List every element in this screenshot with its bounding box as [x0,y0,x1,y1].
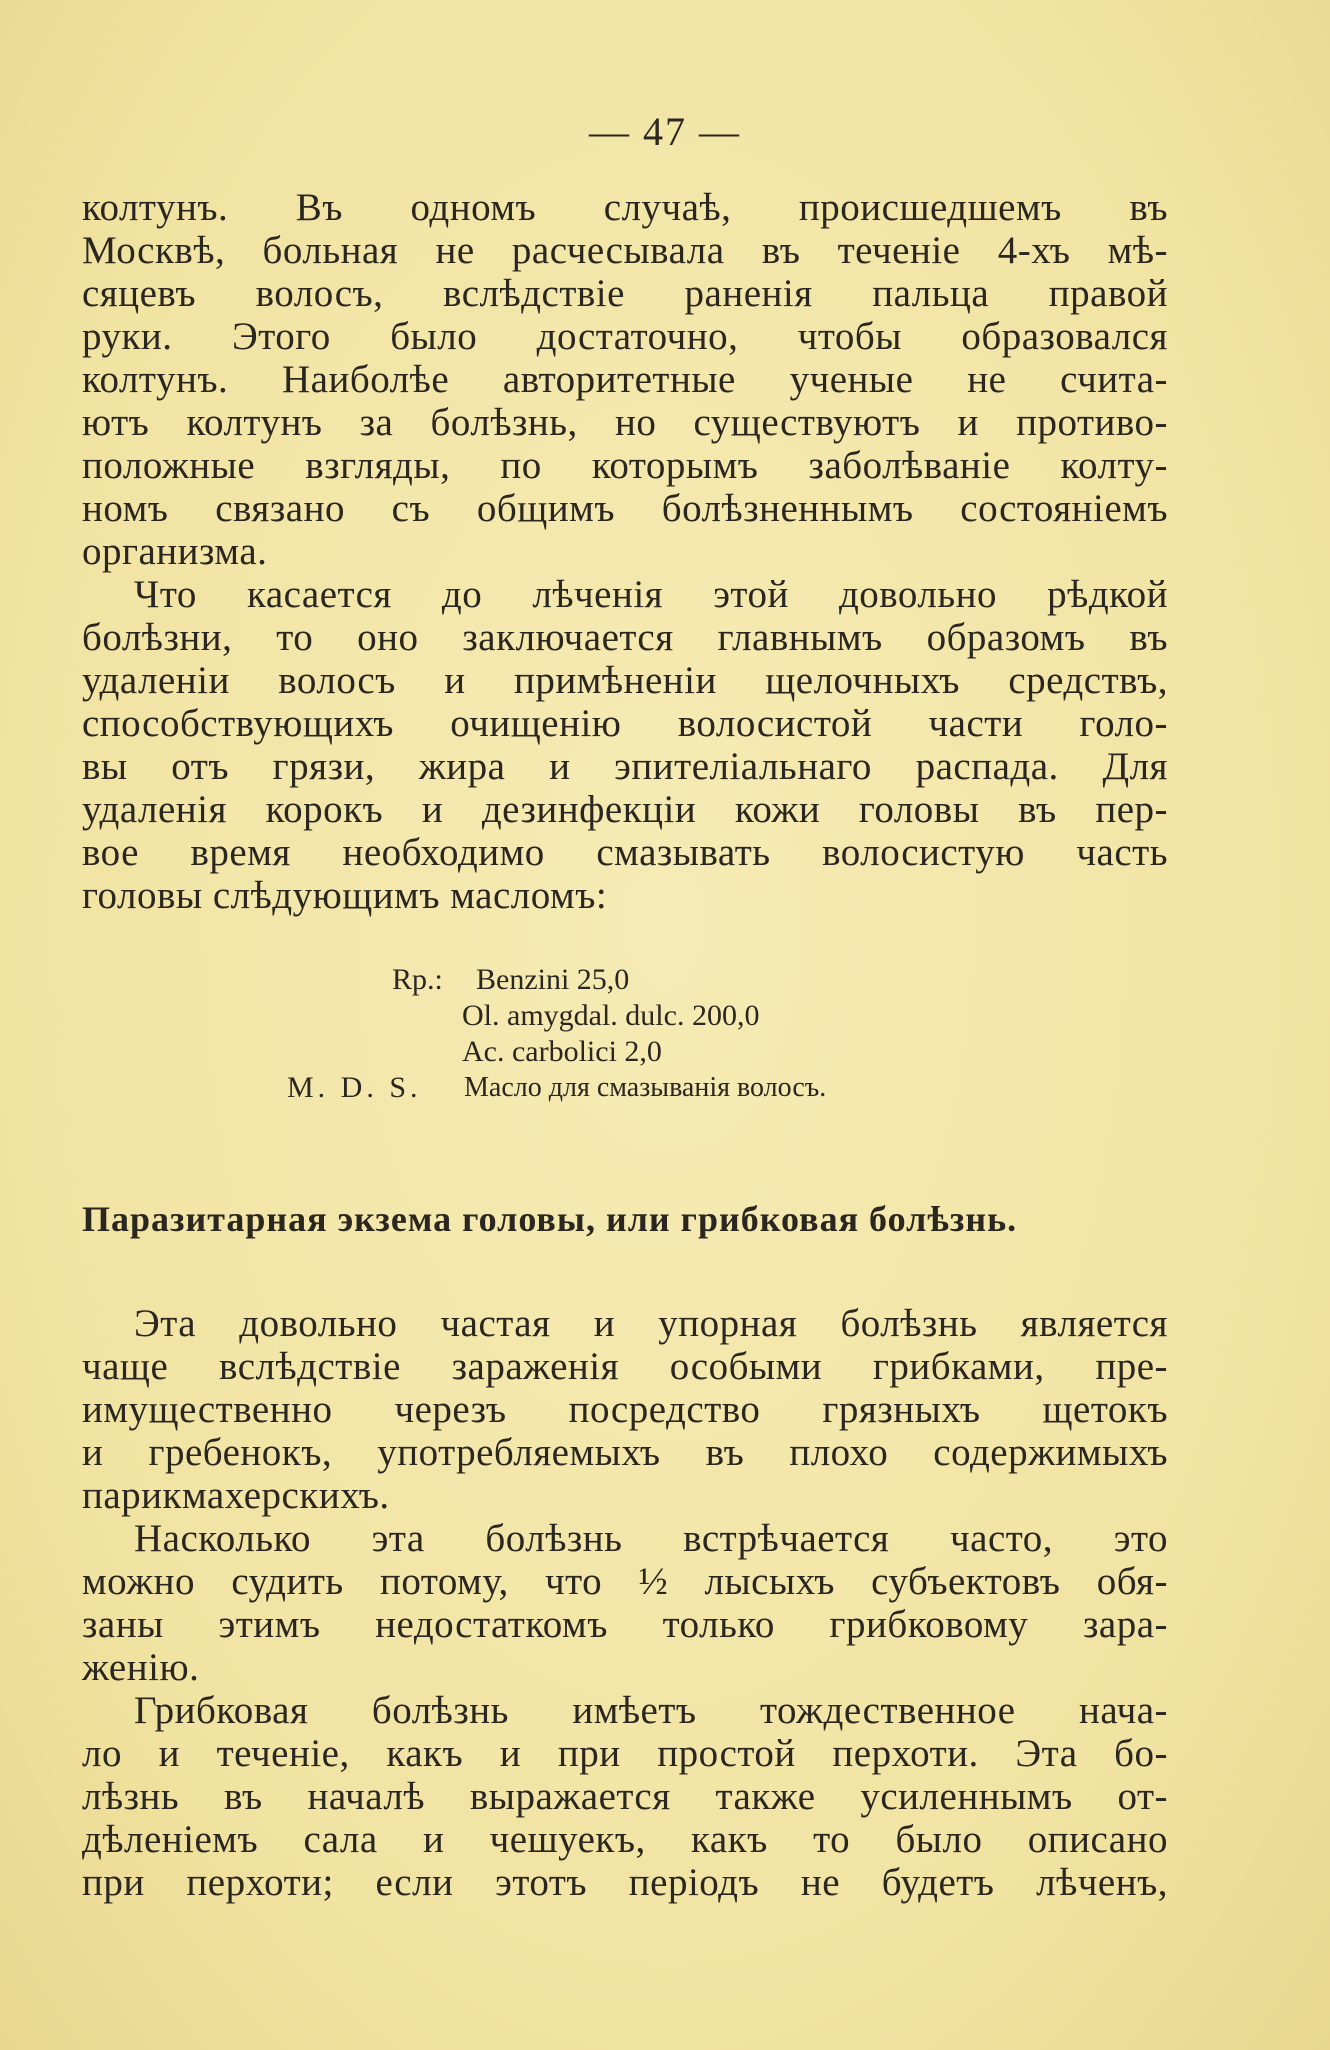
page-number: — 47 — [589,109,741,154]
text-line: головы слѣдующимъ масломъ: [82,874,608,917]
text-line: Грибковая болѣзнь имѣетъ тождественное нача- [134,1689,1168,1732]
text-line: руки. Этого было достаточно, чтобы образовался [82,315,1168,358]
text-line: вое время необходимо смазывать волосистую часть [82,831,1168,874]
text-line: ютъ колтунъ за болѣзнь, но существуютъ и противо- [82,401,1168,444]
text-line: колтунъ. Въ одномъ случаѣ, происшедшемъ въ [82,186,1168,229]
paragraph-eczema [82,1302,1168,1517]
text-line: заны этимъ недостаткомъ только грибковому зара- [82,1603,1168,1646]
text-line: Москвѣ, больная не расчесывала въ теченіе 4-хъ мѣ- [82,229,1168,272]
paragraph-fungal [82,1689,1168,1904]
text-line: лѣзнь въ началѣ выражается также усиленнымъ от- [82,1775,1168,1818]
recipe-line: Ac. carbolici 2,0 [462,1035,662,1068]
text-line: ло и теченіе, какъ и при простой перхоти. Эта бо- [82,1732,1168,1775]
paragraph-koltun [82,186,1168,573]
text-line: удаленія корокъ и дезинфекціи кожи головы въ пер- [82,788,1168,831]
text-line: вы отъ грязи, жира и эпителіальнаго распада. Для [82,745,1168,788]
recipe-mds-text: Масло для смазыванія волосъ. [464,1072,827,1103]
recipe-line: Benzini 25,0 [476,963,630,996]
text-line: можно судить потому, что ½ лысыхъ субъектовъ обя- [82,1560,1168,1603]
text-line: способствующихъ очищенію волосистой части голо- [82,702,1168,745]
paragraph-treatment [82,573,1168,917]
recipe-rp-label: Rp.: [392,963,443,996]
text-line: болѣзни, то оно заключается главнымъ образомъ въ [82,616,1168,659]
text-line: сяцевъ волосъ, вслѣдствіе раненія пальца правой [82,272,1168,315]
paragraph-frequency [82,1517,1168,1689]
text-line: Что касается до лѣченія этой довольно рѣдкой [134,573,1168,616]
text-line: женію. [82,1646,200,1689]
text-line: Эта довольно частая и упорная болѣзнь является [134,1302,1168,1345]
text-line: дѣленіемъ сала и чешуекъ, какъ то было описано [82,1818,1168,1861]
recipe-mds-label: M. D. S. [287,1071,422,1104]
section-heading: Паразитарная экзема головы, или грибковая болѣзнь. [82,1199,1018,1239]
text-line: удаленіи волосъ и примѣненіи щелочныхъ средствъ, [82,659,1168,702]
text-line: Насколько эта болѣзнь встрѣчается часто, это [134,1517,1168,1560]
text-line: чаще вслѣдствіе зараженія особыми грибками, пре- [82,1345,1168,1388]
text-line: парикмахерскихъ. [82,1474,390,1517]
text-line: положные взгляды, по которымъ заболѣваніе колту- [82,444,1168,487]
text-line: организма. [82,530,268,573]
text-line: номъ связано съ общимъ болѣзненнымъ состояніемъ [82,487,1168,530]
text-line: имущественно черезъ посредство грязныхъ щетокъ [82,1388,1168,1431]
text-line: колтунъ. Наиболѣе авторитетные ученые не счита- [82,358,1168,401]
text-line: и гребенокъ, употребляемыхъ въ плохо содержимыхъ [82,1431,1168,1474]
recipe-line: Ol. amygdal. dulc. 200,0 [462,999,760,1032]
text-line: при перхоти; если этотъ періодъ не будетъ лѣченъ, [82,1861,1168,1904]
